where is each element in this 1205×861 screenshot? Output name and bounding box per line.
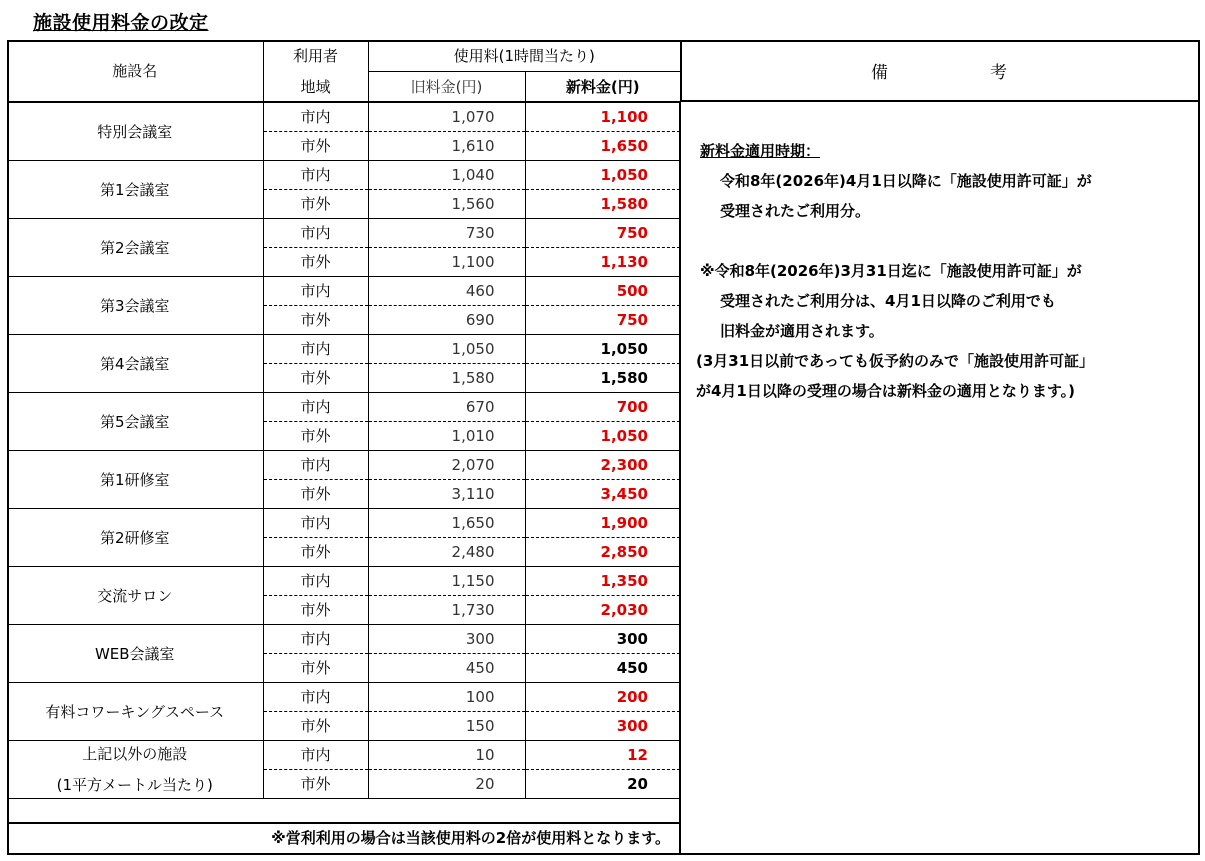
user-region: 市外 xyxy=(263,421,368,450)
facility-name xyxy=(7,276,263,334)
old-fee-cell: 1,040 xyxy=(368,160,525,189)
note-line-3: ※令和8年(2026年)3月31日迄に「施設使用許可証」が xyxy=(700,262,1082,280)
new-fee-cell: 300 xyxy=(525,711,680,740)
new-fee-cell: 1,580 xyxy=(525,363,680,392)
user-region: 市外 xyxy=(263,305,368,334)
new-fee-cell: 1,050 xyxy=(525,160,680,189)
header-new-fee: 新料金(円) xyxy=(525,72,680,102)
user-region: 市外 xyxy=(263,363,368,392)
old-fee-cell: 460 xyxy=(368,276,525,305)
note-line-4: 受理されたご利用分は、4月1日以降のご利用でも xyxy=(720,292,1056,310)
new-fee-cell: 1,900 xyxy=(525,508,680,537)
table-row xyxy=(7,450,680,479)
table-row xyxy=(7,508,680,537)
new-fee-cell: 2,030 xyxy=(525,595,680,624)
user-region: 市外 xyxy=(263,131,368,160)
facility-name xyxy=(7,334,263,392)
table-row xyxy=(7,334,680,363)
user-region: 市外 xyxy=(263,595,368,624)
facility-name-text: 第2会議室 xyxy=(99,238,170,257)
old-fee-cell: 1,610 xyxy=(368,131,525,160)
new-fee-cell: 20 xyxy=(525,769,680,798)
facility-name xyxy=(7,624,263,682)
user-region: 市内 xyxy=(263,508,368,537)
new-fee-cell: 1,650 xyxy=(525,131,680,160)
old-fee-cell: 10 xyxy=(368,740,525,769)
note-line-5: 旧料金が適用されます。 xyxy=(720,322,884,340)
user-region: 市内 xyxy=(263,218,368,247)
old-fee-cell: 1,650 xyxy=(368,508,525,537)
old-fee-cell: 1,150 xyxy=(368,566,525,595)
header-old-fee: 旧料金(円) xyxy=(368,72,525,102)
old-fee-cell: 1,050 xyxy=(368,334,525,363)
facility-name xyxy=(7,450,263,508)
new-fee-cell: 3,450 xyxy=(525,479,680,508)
table-row xyxy=(7,682,680,711)
old-fee-cell: 1,100 xyxy=(368,247,525,276)
new-fee-cell: 750 xyxy=(525,305,680,334)
user-region: 市内 xyxy=(263,276,368,305)
new-fee-cell: 1,050 xyxy=(525,421,680,450)
facility-name-text: 第1会議室 xyxy=(99,180,170,199)
old-fee-cell: 2,480 xyxy=(368,537,525,566)
facility-name-text: WEB会議室 xyxy=(94,644,175,663)
new-fee-cell: 1,050 xyxy=(525,334,680,363)
remarks-header xyxy=(680,40,1200,102)
table-row xyxy=(7,102,680,131)
header-usage-fee: 使用料(1時間当たり) xyxy=(368,40,680,72)
user-region: 市内 xyxy=(263,682,368,711)
period-label: 新料金適用時期： xyxy=(700,142,821,160)
old-fee-cell: 450 xyxy=(368,653,525,682)
user-region: 市内 xyxy=(263,160,368,189)
old-fee-cell: 300 xyxy=(368,624,525,653)
remarks-label-2: 考 xyxy=(990,63,1007,83)
old-fee-cell: 20 xyxy=(368,769,525,798)
note-spacer xyxy=(700,226,1094,256)
user-region: 市内 xyxy=(263,740,368,769)
facility-name xyxy=(7,160,263,218)
facility-name xyxy=(7,102,263,160)
old-fee-cell: 150 xyxy=(368,711,525,740)
page-title: 施設使用料金の改定 xyxy=(33,12,209,34)
header-user-region-2: 地域 xyxy=(263,72,368,102)
new-fee-cell: 1,580 xyxy=(525,189,680,218)
new-fee-cell: 450 xyxy=(525,653,680,682)
old-fee-cell: 690 xyxy=(368,305,525,334)
new-fee-cell: 2,300 xyxy=(525,450,680,479)
facility-name xyxy=(7,508,263,566)
note-line-7: が4月1日以降の受理の場合は新料金の適用となります。) xyxy=(696,382,1076,400)
facility-name-subtext: (1平方メートル当たり) xyxy=(56,776,213,794)
user-region: 市外 xyxy=(263,247,368,276)
table-row xyxy=(7,566,680,595)
table-row xyxy=(7,218,680,247)
old-fee-cell: 670 xyxy=(368,392,525,421)
note-line-6: (3月31日以前であっても仮予約のみで「施設使用許可証」 xyxy=(696,352,1095,370)
user-region: 市外 xyxy=(263,769,368,798)
user-region: 市内 xyxy=(263,334,368,363)
facility-name-text: 第3会議室 xyxy=(99,296,170,315)
new-fee-cell: 1,100 xyxy=(525,102,680,131)
new-fee-cell: 700 xyxy=(525,392,680,421)
table-row xyxy=(7,276,680,305)
facility-name-text: 特別会議室 xyxy=(97,122,173,141)
header-facility: 施設名 xyxy=(7,40,263,102)
old-fee-cell: 3,110 xyxy=(368,479,525,508)
user-region: 市外 xyxy=(263,653,368,682)
old-fee-cell: 730 xyxy=(368,218,525,247)
new-fee-cell: 1,130 xyxy=(525,247,680,276)
facility-name-text: 第5会議室 xyxy=(99,412,170,431)
remarks-notes xyxy=(696,136,1095,406)
user-region: 市外 xyxy=(263,189,368,218)
user-region: 市内 xyxy=(263,566,368,595)
new-fee-cell: 1,350 xyxy=(525,566,680,595)
facility-name-text: 第1研修室 xyxy=(99,470,170,489)
user-region: 市内 xyxy=(263,450,368,479)
user-region: 市外 xyxy=(263,711,368,740)
note-line-2: 受理されたご利用分。 xyxy=(720,202,871,220)
table-row xyxy=(7,740,680,769)
new-fee-cell: 12 xyxy=(525,740,680,769)
facility-name-text: 交流サロン xyxy=(97,586,173,605)
facility-name-text: 上記以外の施設 xyxy=(82,745,188,763)
old-fee-cell: 1,560 xyxy=(368,189,525,218)
old-fee-cell: 1,730 xyxy=(368,595,525,624)
user-region: 市内 xyxy=(263,102,368,131)
header-user-region-1: 利用者 xyxy=(263,40,368,72)
old-fee-cell: 1,010 xyxy=(368,421,525,450)
commercial-use-note: ※営利利用の場合は当該使用料の2倍が使用料となります。 xyxy=(7,822,680,855)
table-row xyxy=(7,624,680,653)
new-fee-cell: 300 xyxy=(525,624,680,653)
user-region: 市内 xyxy=(263,392,368,421)
new-fee-cell: 750 xyxy=(525,218,680,247)
user-region: 市外 xyxy=(263,479,368,508)
user-region: 市内 xyxy=(263,624,368,653)
new-fee-cell: 500 xyxy=(525,276,680,305)
facility-name xyxy=(7,392,263,450)
note-line-1: 令和8年(2026年)4月1日以降に「施設使用許可証」が xyxy=(720,172,1092,190)
old-fee-cell: 2,070 xyxy=(368,450,525,479)
facility-name-text: 有料コワーキングスペース xyxy=(45,702,225,721)
facility-name xyxy=(7,566,263,624)
new-fee-cell: 200 xyxy=(525,682,680,711)
facility-name xyxy=(7,740,263,798)
remarks-label-1: 備 xyxy=(871,63,888,83)
table-row xyxy=(7,160,680,189)
facility-name-text: 第4会議室 xyxy=(99,354,170,373)
new-fee-cell: 2,850 xyxy=(525,537,680,566)
facility-name-text: 第2研修室 xyxy=(99,528,170,547)
facility-name xyxy=(7,682,263,740)
old-fee-cell: 100 xyxy=(368,682,525,711)
user-region: 市外 xyxy=(263,537,368,566)
old-fee-cell: 1,070 xyxy=(368,102,525,131)
old-fee-cell: 1,580 xyxy=(368,363,525,392)
facility-name xyxy=(7,218,263,276)
column-divider xyxy=(679,102,681,855)
fee-table xyxy=(7,40,680,799)
table-row xyxy=(7,392,680,421)
